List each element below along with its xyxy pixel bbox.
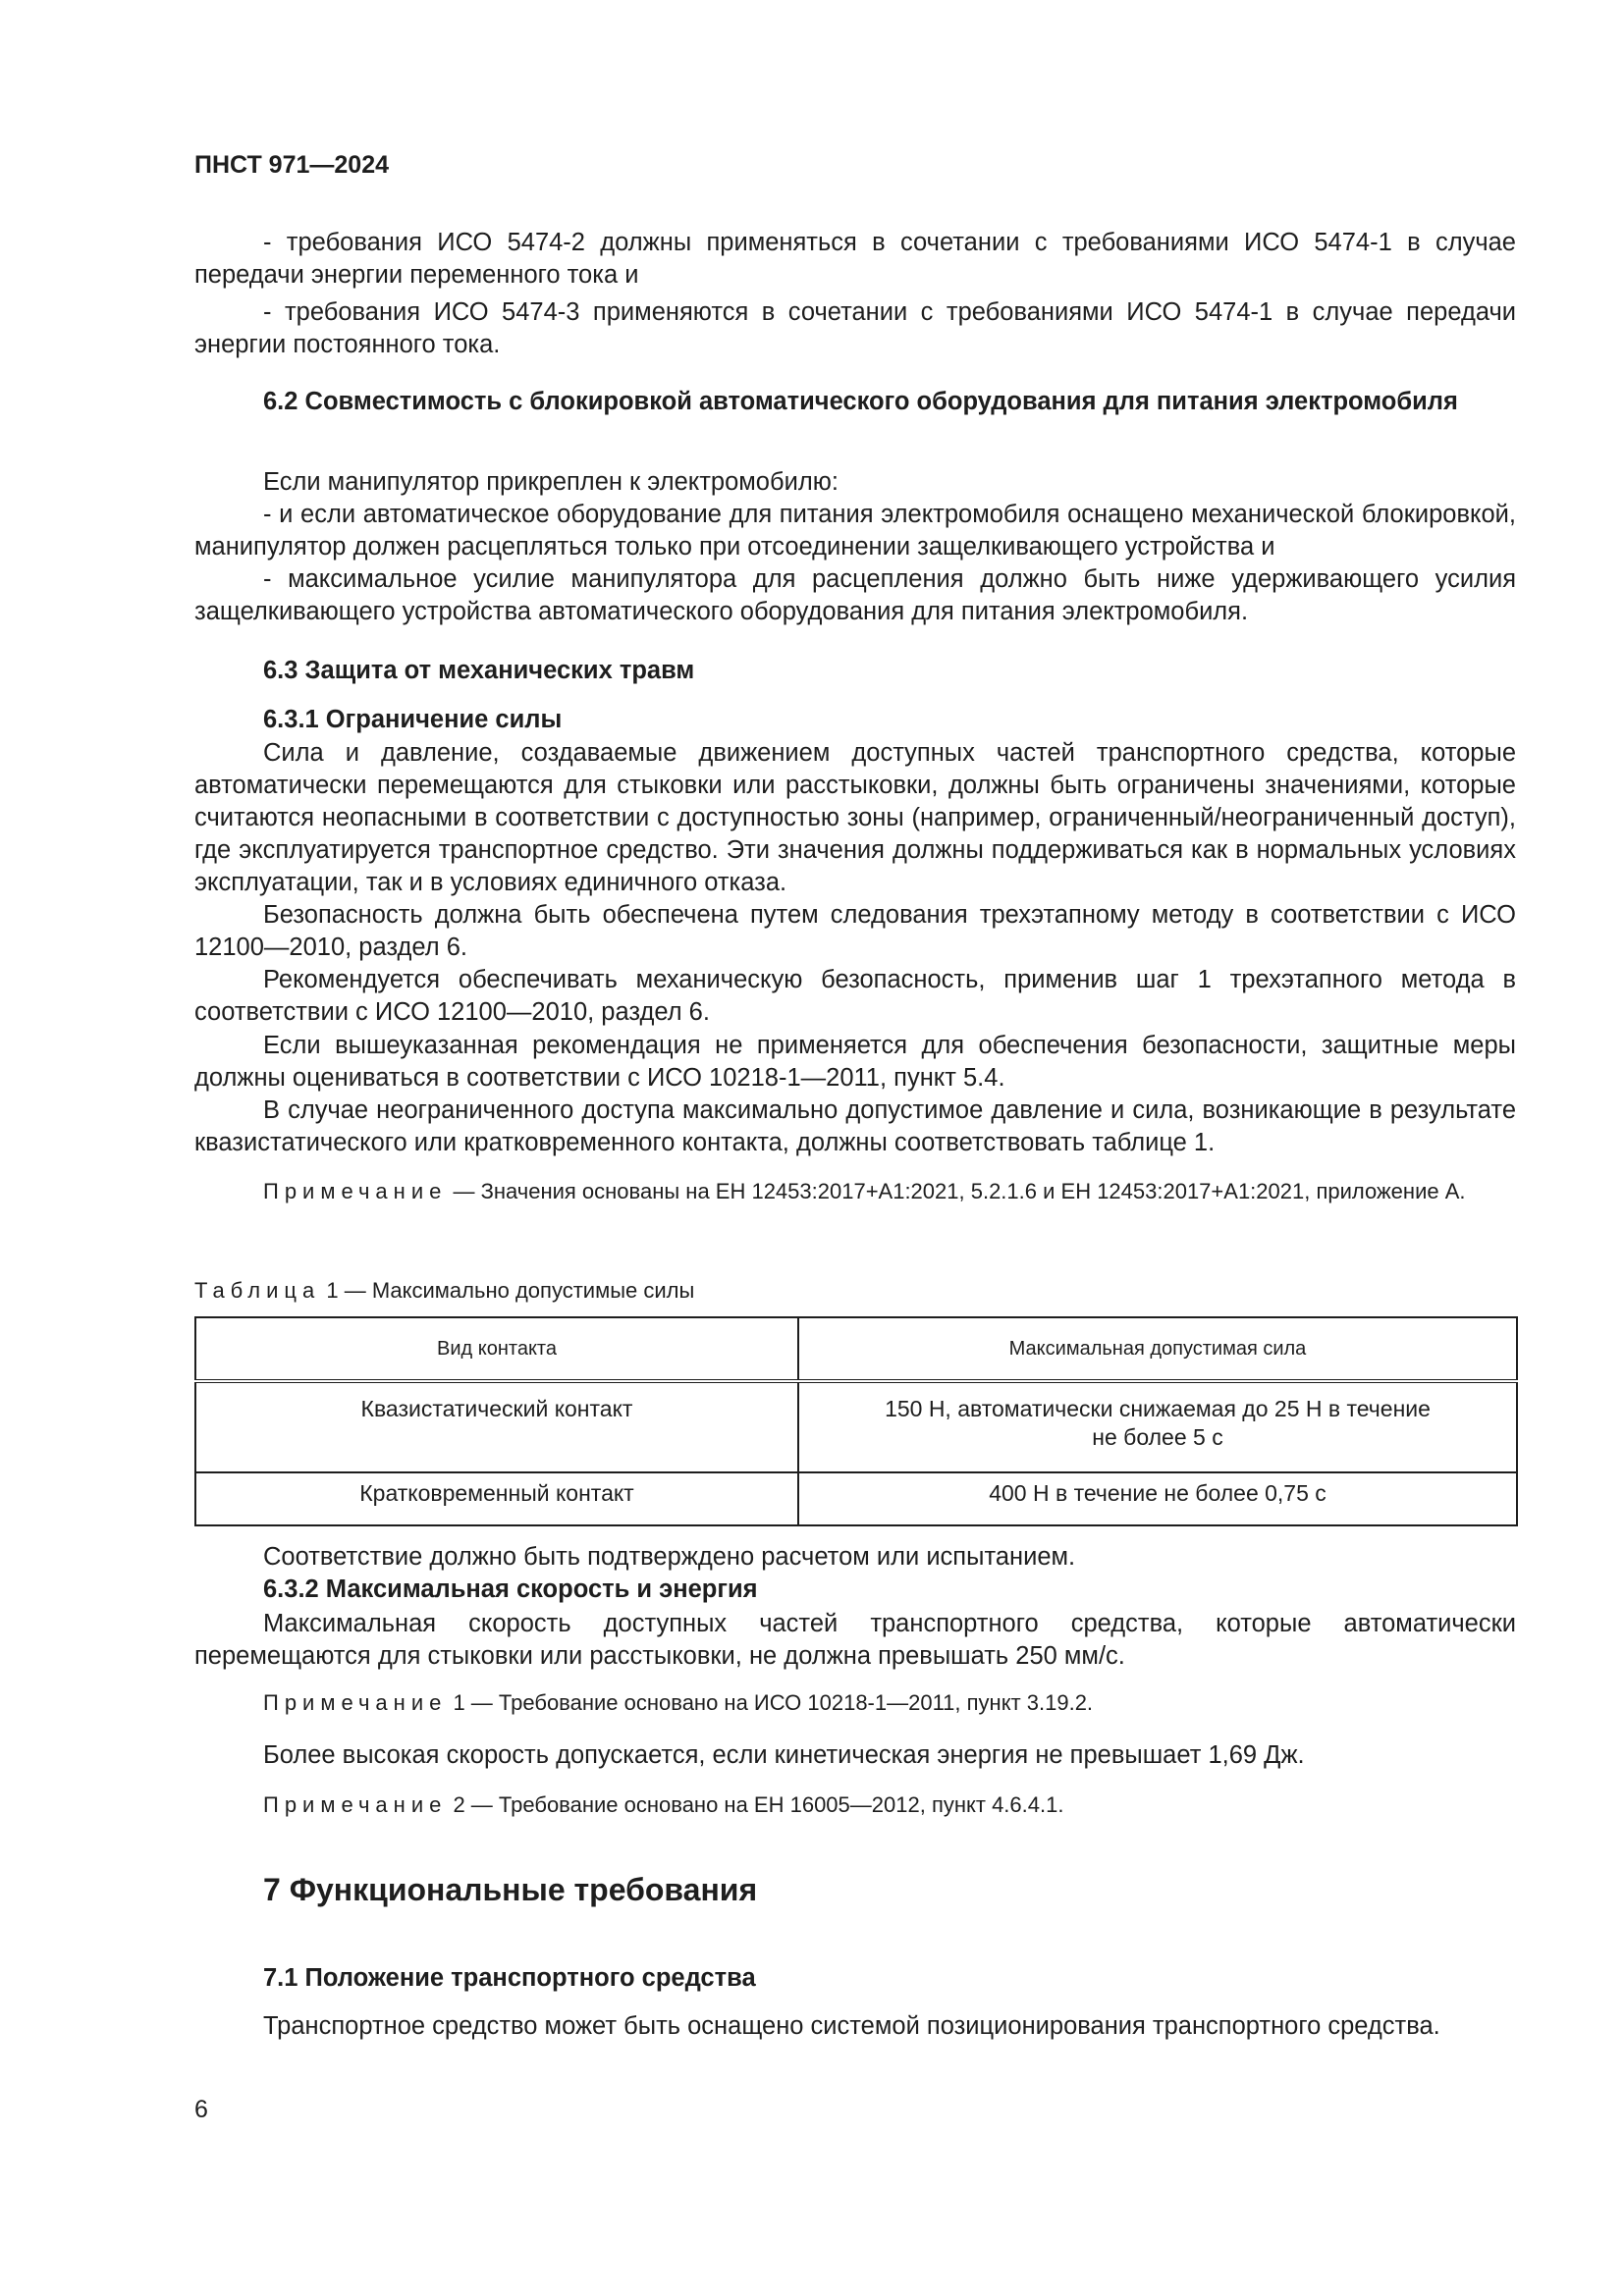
note-2 (194, 1790, 1516, 1820)
intro-item-1: - требования ИСО 5474-2 должны применяться в сочетании с требованиями ИСО 5474-1 в случае передачи энергии переменного тока и (194, 229, 1516, 289)
table-row (195, 1472, 1517, 1525)
document-id: ПНСТ 971—2024 (194, 151, 389, 179)
table-header-max-force: Максимальная допустимая сила (798, 1317, 1517, 1381)
table-caption (194, 1276, 1516, 1306)
section-7-1-heading: 7.1 Положение транспортного средства (263, 1964, 756, 1992)
note-1-label: Примечание (263, 1690, 448, 1715)
page-number: 6 (194, 2096, 208, 2123)
section-6-2-heading: 6.2 Совместимость с блокировкой автоматического оборудования для питания электромобиля (263, 388, 1458, 415)
table-cell-max-force: 400 Н в течение не более 0,75 с (798, 1472, 1517, 1525)
max-forces-table (194, 1316, 1518, 1526)
note-2-text: 2 — Требование основано на ЕН 16005—2012, пункт 4.6.4.1. (447, 1792, 1064, 1817)
table-caption-label: Таблица (194, 1278, 321, 1303)
intro-item-2: - требования ИСО 5474-3 применяются в сочетании с требованиями ИСО 5474-1 в случае передачи энергии постоянного тока. (194, 298, 1516, 358)
section-6-3-1-para-1: Сила и давление, создаваемые движением доступных частей транспортного средства, которые автоматически перемещаются для стыковки или расстыковки, должны быть ограничены значениями, которые считаются неопасными в соответствии с доступностью зоны (например, ограниченный/неограниченный доступ), где эксплуатируется транспортное средство. Эти значения должны поддерживаться как в нормальных условиях эксплуатации, так и в условиях единичного отказа. (194, 739, 1516, 896)
section-6-3-heading: 6.3 Защита от механических травм (263, 657, 695, 684)
section-6-2-para-3: - максимальное усилие манипулятора для расцепления должно быть ниже удерживающего усилия защелкивающего устройства автоматического оборудования для питания электромобиля. (194, 565, 1516, 625)
table-cell-max-force (798, 1381, 1517, 1472)
note-text: — Значения основаны на ЕН 12453:2017+А1:2021, 5.2.1.6 и ЕН 12453:2017+А1:2021, приложение А. (447, 1179, 1466, 1203)
section-6-3-2-para-1: Максимальная скорость доступных частей транспортного средства, которые автоматически перемещаются для стыковки или расстыковки, не должна превышать 250 мм/с. (194, 1610, 1516, 1670)
section-6-3-1-para-2: Безопасность должна быть обеспечена путем следования трехэтапному методу в соответствии с ИСО 12100—2010, раздел 6. (194, 901, 1516, 961)
note-2-label: Примечание (263, 1792, 448, 1817)
table-cell-contact-type: Квазистатический контакт (195, 1381, 798, 1472)
table-header-contact-type: Вид контакта (195, 1317, 798, 1381)
section-6-3-1-para-3: Рекомендуется обеспечивать механическую безопасность, применив шаг 1 трехэтапного метода в соответствии с ИСО 12100—2010, раздел 6. (194, 966, 1516, 1026)
table-cell-line: 150 Н, автоматически снижаемая до 25 Н в течение (885, 1396, 1431, 1421)
section-6-3-1-para-5: В случае неограниченного доступа максимально допустимое давление и сила, возникающие в результате квазистатического или кратковременного контакта, должны соответствовать таблице 1. (194, 1096, 1516, 1156)
table-row (195, 1381, 1517, 1472)
chapter-7-heading: 7 Функциональные требования (263, 1872, 758, 1907)
section-6-3-2-heading: 6.3.2 Максимальная скорость и энергия (263, 1575, 758, 1603)
after-table-para: Соответствие должно быть подтверждено расчетом или испытанием. (263, 1543, 1076, 1571)
section-6-3-1-heading: 6.3.1 Ограничение силы (263, 706, 563, 733)
note-label: Примечание (263, 1179, 448, 1203)
note-1 (194, 1688, 1516, 1718)
table-cell-contact-type: Кратковременный контакт (195, 1472, 798, 1525)
section-6-3-2-para-2: Более высокая скорость допускается, если кинетическая энергия не превышает 1,69 Дж. (263, 1741, 1305, 1769)
table-cell-line: не более 5 с (1092, 1424, 1223, 1450)
section-6-3-1-para-4: Если вышеуказанная рекомендация не применяется для обеспечения безопасности, защитные меры должны оцениваться в соответствии с ИСО 10218-1—2011, пункт 5.4. (194, 1032, 1516, 1092)
section-6-2-para-1: Если манипулятор прикреплен к электромобилю: (263, 468, 839, 496)
table-header-row (195, 1317, 1517, 1381)
note-1-text: 1 — Требование основано на ИСО 10218-1—2011, пункт 3.19.2. (447, 1690, 1094, 1715)
section-7-1-para-1: Транспортное средство может быть оснащено системой позиционирования транспортного средства. (263, 2012, 1440, 2040)
table-caption-text: 1 — Максимально допустимые силы (320, 1278, 695, 1303)
section-6-2-para-2: - и если автоматическое оборудование для питания электромобиля оснащено механической блокировкой, манипулятор должен расцепляться только при отсоединении защелкивающего устройства и (194, 501, 1516, 561)
note-table-basis (194, 1177, 1516, 1206)
